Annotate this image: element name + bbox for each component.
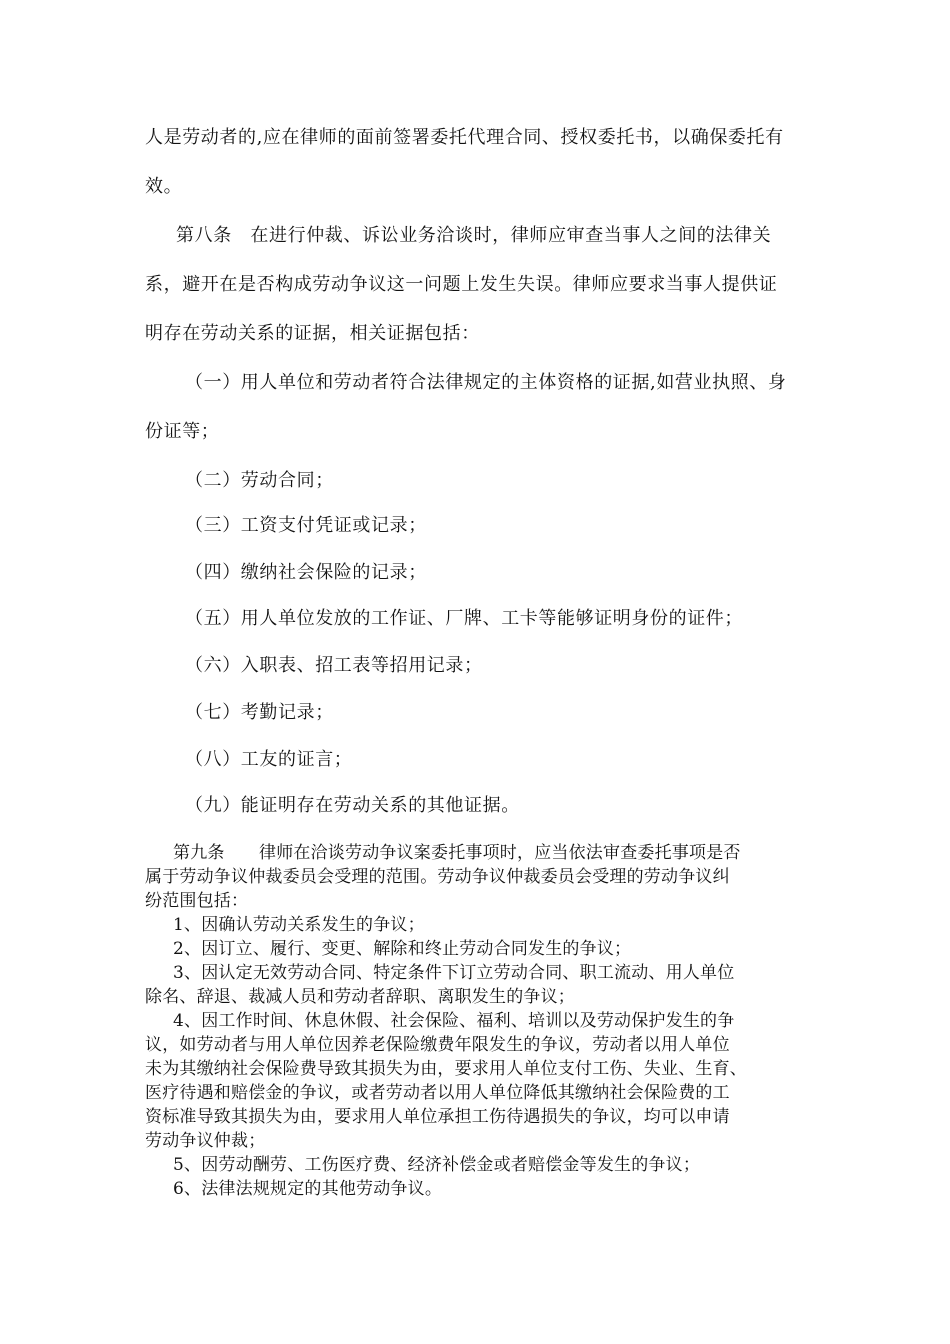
paragraph-line: 效。	[145, 176, 183, 197]
article-8-heading-line: 第八条 在进行仲裁、诉讼业务洽谈时，律师应审查当事人之间的法律关	[176, 225, 772, 246]
list-item: 1、因确认劳动关系发生的争议；	[173, 915, 425, 935]
paragraph-line: 系，避开在是否构成劳动争议这一问题上发生失误。律师应要求当事人提供证	[145, 274, 778, 295]
list-item: （一）用人单位和劳动者符合法律规定的主体资格的证据,如营业执照、身	[185, 372, 787, 393]
paragraph-line: 人是劳动者的,应在律师的面前签署委托代理合同、授权委托书，以确保委托有	[145, 127, 784, 148]
list-item-continuation: 议，如劳动者与用人单位因养老保险缴费年限发生的争议，劳动者以用人单位	[145, 1035, 730, 1055]
article-9-heading-line: 第九条 律师在洽谈劳动争议案委托事项时，应当依法审查委托事项是否	[173, 843, 741, 863]
list-item: 6、法律法规规定的其他劳动争议。	[173, 1179, 443, 1199]
list-item: 5、因劳动酬劳、工伤医疗费、经济补偿金或者赔偿金等发生的争议；	[173, 1155, 701, 1175]
paragraph-line: 明存在劳动关系的证据，相关证据包括：	[145, 323, 480, 344]
list-item-continuation: 份证等；	[145, 421, 220, 442]
list-item: 2、因订立、履行、变更、解除和终止劳动合同发生的争议；	[173, 939, 632, 959]
list-item: 3、因认定无效劳动合同、特定条件下订立劳动合同、职工流动、用人单位	[173, 963, 735, 983]
list-item: （八）工友的证言；	[185, 749, 353, 770]
list-item: （九）能证明存在劳动关系的其他证据。	[185, 795, 520, 816]
list-item: （四）缴纳社会保险的记录；	[185, 562, 427, 583]
list-item: 4、因工作时间、休息休假、社会保险、福利、培训以及劳动保护发生的争	[173, 1011, 735, 1031]
list-item: （五）用人单位发放的工作证、厂牌、工卡等能够证明身份的证件；	[185, 608, 743, 629]
list-item-continuation: 除名、辞退、裁减人员和劳动者辞职、离职发生的争议；	[145, 987, 575, 1007]
list-item: （六）入职表、招工表等招用记录；	[185, 655, 483, 676]
list-item: （七）考勤记录；	[185, 702, 334, 723]
list-item-continuation: 劳动争议仲裁；	[145, 1131, 266, 1151]
list-item-continuation: 医疗待遇和赔偿金的争议，或者劳动者以用人单位降低其缴纳社会保险费的工	[145, 1083, 730, 1103]
paragraph-line: 纷范围包括：	[145, 891, 249, 911]
paragraph-line: 属于劳动争议仲裁委员会受理的范围。劳动争议仲裁委员会受理的劳动争议纠	[145, 867, 730, 887]
list-item: （三）工资支付凭证或记录；	[185, 515, 427, 536]
list-item-continuation: 未为其缴纳社会保险费导致其损失为由，要求用人单位支付工伤、失业、生育、	[145, 1059, 747, 1079]
list-item-continuation: 资标准导致其损失为由，要求用人单位承担工伤待遇损失的争议，均可以申请	[145, 1107, 730, 1127]
list-item: （二）劳动合同；	[185, 470, 334, 491]
